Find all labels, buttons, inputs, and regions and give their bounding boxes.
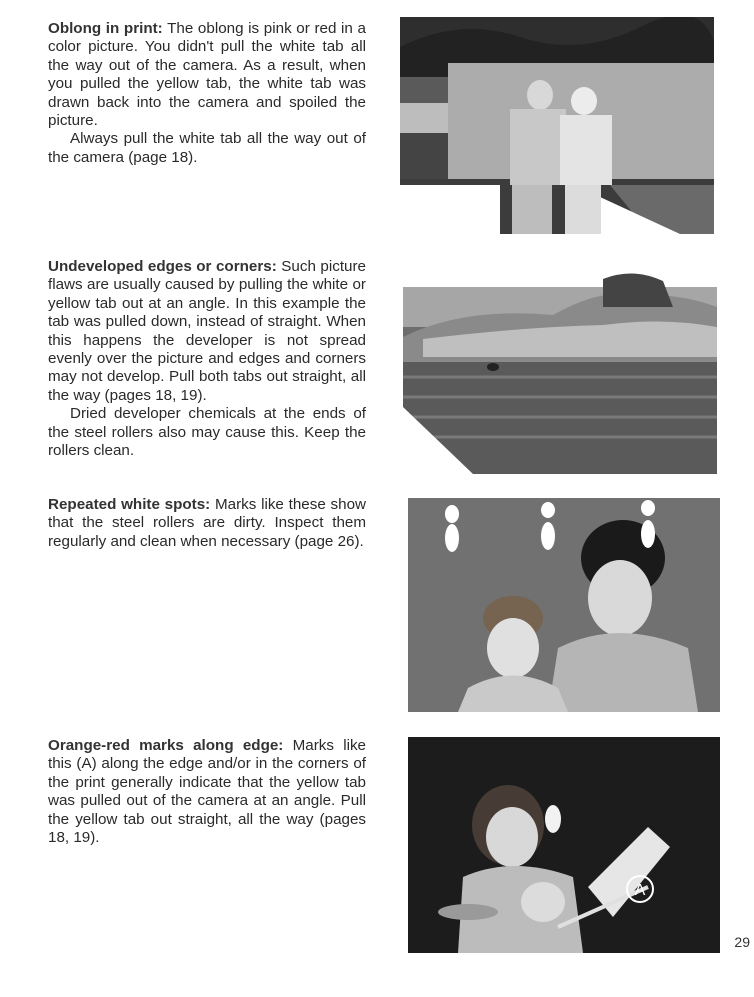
- photo-oblong-flaw: [400, 17, 714, 234]
- section-oblong-in-print: [48, 20, 366, 167]
- photo-undeveloped-corner: [403, 267, 717, 474]
- section-text: The oblong is pink or red in a color picture. You didn't pull the white tab all the way out of the camera. As a result, when you pulled the yellow tab, the white tab was drawn back into the camera and spoiled the picture.: [48, 20, 366, 130]
- section-text: Marks like these show that the steel rollers are dirty. Inspect them regularly and clean when necessary (page 26).: [48, 496, 366, 550]
- section-repeated-white-spots: [48, 496, 366, 551]
- section-orange-red-marks: [48, 737, 366, 847]
- section-heading: Orange-red marks along edge:: [48, 737, 284, 754]
- section-text-2: Dried developer chemicals at the ends of the steel rollers also may cause this. Keep the rollers clean.: [48, 405, 366, 460]
- section-heading: Undeveloped edges or corners:: [48, 258, 277, 275]
- photo-undeveloped-corner-image: [403, 267, 717, 474]
- section-heading: Repeated white spots:: [48, 496, 211, 513]
- section-undeveloped-edges: [48, 258, 366, 460]
- photo-orange-red-marks: [408, 737, 720, 953]
- section-text: Such picture flaws are usually caused by pulling the white or yellow tab out at an angle. In this example the tab was pulled down, instead of straight. When this happens the developer is not spread evenly over the picture and edges and corners may not develop. Pull both tabs out straight, all the way (pages 18, 19).: [48, 258, 366, 404]
- photo-orange-red-marks-image: [408, 737, 720, 953]
- marker-a-label: A: [634, 882, 646, 899]
- photo-repeated-white-spots: [408, 498, 720, 712]
- section-text-2: Always pull the white tab all the way out of the camera (page 18).: [48, 130, 366, 166]
- section-heading: Oblong in print:: [48, 20, 163, 37]
- photo-oblong-flaw-image: [400, 17, 714, 234]
- photo-repeated-white-spots-image: [408, 498, 720, 712]
- page-number: 29: [734, 934, 750, 950]
- section-text: Marks like this (A) along the edge and/or in the corners of the print generally indicate that the yellow tab was pulled out of the camera at an angle. Pull the yellow tab out straight, all the way (pages 18, 19).: [48, 737, 366, 847]
